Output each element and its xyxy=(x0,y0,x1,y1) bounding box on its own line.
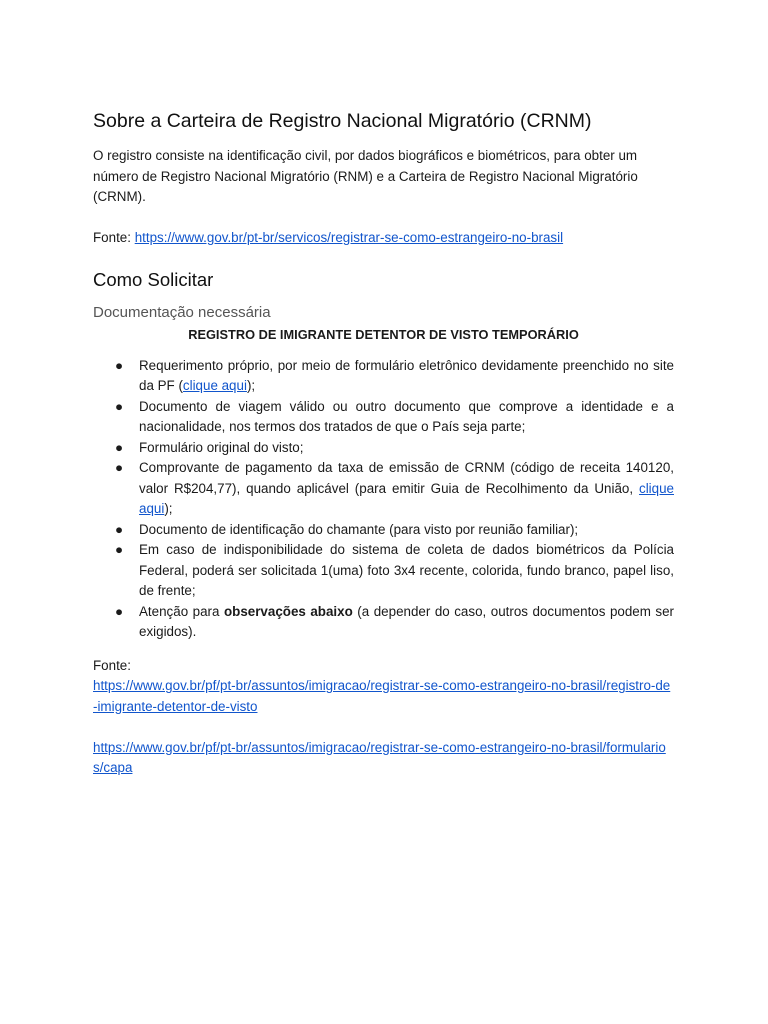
registro-link[interactable]: https://www.gov.br/pf/pt-br/assuntos/imigracao/registrar-se-como-estrangeiro-no-brasil/registro-de-imigrante-detentor-de-visto xyxy=(93,678,671,714)
item-text: Documento de identificação do chamante (para visto por reunião familiar); xyxy=(139,521,579,537)
spacer xyxy=(93,249,674,267)
list-item xyxy=(93,458,674,520)
clique-aqui-link[interactable]: clique aqui xyxy=(139,480,674,516)
spacer xyxy=(93,208,674,229)
intro-paragraph: O registro consiste na identificação civil, por dados biográficos e biométricos, para obter um número de Registro Nacional Migratório (RNM) e a Carteira de Registro Nacional Migratório (CRNM). xyxy=(93,148,638,204)
item-text: Em caso de indisponibilidade do sistema de coleta de dados biométricos da Polícia Federal, poderá ser solicitada 1(uma) foto 3x4 recente, colorida, fundo branco, papel liso, de frente; xyxy=(139,542,674,598)
bullet-icon: ● xyxy=(115,439,124,455)
clique-aqui-link[interactable]: clique aqui xyxy=(182,378,247,393)
requirements-title: REGISTRO DE IMIGRANTE DETENTOR DE VISTO TEMPORÁRIO xyxy=(188,326,579,342)
list-item xyxy=(93,602,674,643)
subheading-documentacao: Documentação necessária xyxy=(93,303,271,321)
bullet-icon: ● xyxy=(115,460,124,475)
bullet-icon: ● xyxy=(115,603,124,619)
list-item xyxy=(93,540,674,602)
bullet-icon: ● xyxy=(115,398,124,414)
section-heading-como-solicitar: Como Solicitar xyxy=(93,268,214,290)
item-text: Atenção para xyxy=(139,603,224,619)
bullet-icon: ● xyxy=(115,542,124,557)
item-text: Formulário original do visto; xyxy=(139,439,304,455)
requirements-list xyxy=(93,356,674,643)
list-item xyxy=(93,520,674,541)
formularios-link[interactable]: https://www.gov.br/pf/pt-br/assuntos/imigracao/registrar-se-como-estrangeiro-no-brasil/formularios/capa xyxy=(93,739,666,775)
source-line xyxy=(93,228,674,249)
item-text-end: ); xyxy=(164,501,173,516)
source-link[interactable]: https://www.gov.br/pt-br/servicos/registrar-se-como-estrangeiro-no-brasil xyxy=(134,230,564,245)
spacer xyxy=(93,643,674,656)
list-item xyxy=(93,397,674,438)
source-link-registro xyxy=(93,676,674,717)
bullet-icon: ● xyxy=(115,521,124,537)
spacer xyxy=(93,717,674,738)
item-text: Documento de viagem válido ou outro documento que comprove a identidade e a nacionalidade, nos termos dos tratados de que o País seja parte; xyxy=(139,398,674,434)
item-text-end: (a depender do caso, outros documentos podem ser exigidos). xyxy=(139,603,674,639)
source-label: Fonte: xyxy=(93,230,135,245)
list-item xyxy=(93,356,674,397)
item-bold-text: observações abaixo xyxy=(223,603,353,619)
bullet-icon: ● xyxy=(115,357,124,373)
source-link-formularios xyxy=(93,738,674,779)
list-item xyxy=(93,438,674,459)
source-label-2: Fonte: xyxy=(93,657,131,673)
item-text-end: ); xyxy=(246,378,256,393)
item-text: Requerimento próprio, por meio de formulário eletrônico devidamente preenchido no site da PF ( xyxy=(139,357,674,393)
section-heading-crnm: Sobre a Carteira de Registro Nacional Migratório (CRNM) xyxy=(93,110,592,132)
item-text: Comprovante de pagamento da taxa de emissão de CRNM (código de receita 140120, valor R$204,77), quando aplicável (para emitir Guia de Recolhimento da União, xyxy=(139,460,674,496)
document-content xyxy=(93,108,674,779)
